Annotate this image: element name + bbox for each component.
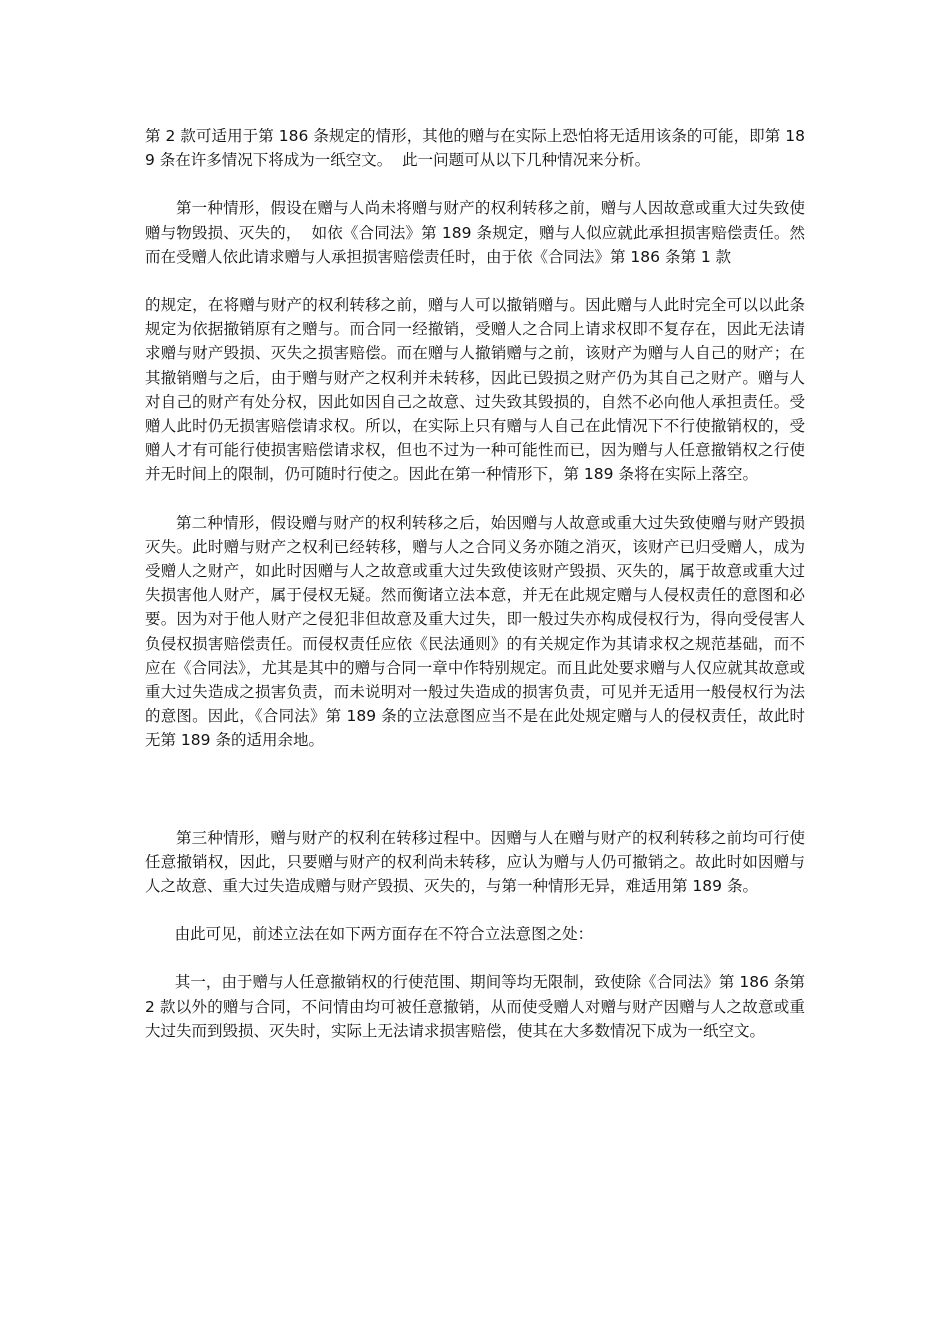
paragraph-point-one: 其一，由于赠与人任意撤销权的行使范围、期间等均无限制，致使除《合同法》第 186 条第 2 款以外的赠与合同，不问情由均可被任意撤销，从而使受赠人对赠与财产因赠与人之故意或重大过失而到毁损、灭失时，实际上无法请求损害赔偿，使其在大多数情况下成为一纸空文。 (145, 973, 810, 1040)
paragraph-third-case: 第三种情形，赠与财产的权利在转移过程中。因赠与人在赠与财产的权利转移之前均可行使任意撤销权，因此，只要赠与财产的权利尚未转移，应认为赠与人仍可撤销之。故此时如因赠与人之故意、重大过失造成赠与财产毁损、灭失的，与第一种情形无异，难适用第 189 条。 (145, 828, 805, 896)
paragraph-intro: 第 2 款可适用于第 186 条规定的情形，其他的赠与在实际上恐怕将无适用该条的可能，即第 189 条在许多情况下将成为一纸空文。 此一问题可从以下几种情况来分析。 (145, 127, 805, 170)
document-page (145, 124, 810, 1043)
paragraph-second-case: 第二种情形，假设赠与财产的权利转移之后，始因赠与人故意或重大过失致使赠与财产毁损灭失。此时赠与财产之权利已经转移，赠与人之合同义务亦随之消灭，该财产已归受赠人，成为受赠人之财产，如此时因赠与人之故意或重大过失致使该财产毁损、灭失的，属于故意或重大过失损害他人财产，属于侵权无疑。然而衡诸立法本意，并无在此规定赠与人侵权责任的意图和必要。因为对于他人财产之侵犯非但故意及重大过失，即一般过失亦构成侵权行为，得向受侵害人负侵权损害赔偿责任。而侵权责任应依《民法通则》的有关规定作为其请求权之规范基础，而不应在《合同法》，尤其是其中的赠与合同一章中作特别规定。而且此处要求赠与人仅应就其故意或重大过失造成之损害负责，而未说明对一般过失造成的损害负责，可见并无适用一般侵权行为法的意图。因此，《合同法》第 189 条的立法意图应当不是在此处规定赠与人的侵权责任，故此时无第 189 条的适用余地。 (145, 513, 805, 750)
paragraph-first-case-continued: 的规定，在将赠与财产的权利转移之前，赠与人可以撤销赠与。因此赠与人此时完全可以以此条规定为依据撤销原有之赠与。而合同一经撤销，受赠人之合同上请求权即不复存在，因此无法请求赠与财产毁损、灭失之损害赔偿。而在赠与人撤销赠与之前，该财产为赠与人自己的财产；在其撤销赠与之后，由于赠与财产之权利并未转移，因此已毁损之财产仍为其自己之财产。赠与人对自己的财产有处分权，因此如因自己之故意、过失致其毁损的，自然不必向他人承担责任。受赠人此时仍无损害赔偿请求权。所以，在实际上只有赠与人自己在此情况下不行使撤销权的，受赠人才有可能行使损害赔偿请求权，但也不过为一种可能性而已，因为赠与人任意撤销权之行使并无时间上的限制，仍可随时行使之。因此在第一种情形下，第 189 条将在实际上落空。 (145, 296, 805, 484)
paragraph-conclusion: 由此可见，前述立法在如下两方面存在不符合立法意图之处： (145, 925, 594, 944)
paragraph-first-case: 第一种情形，假设在赠与人尚未将赠与财产的权利转移之前，赠与人因故意或重大过失致使赠与物毁损、灭失的， 如依《合同法》第 189 条规定，赠与人似应就此承担损害赔偿责任。然而在受赠人依此请求赠与人承担损害赔偿责任时，由于依《合同法》第 186 条第 1 款 (145, 199, 805, 266)
